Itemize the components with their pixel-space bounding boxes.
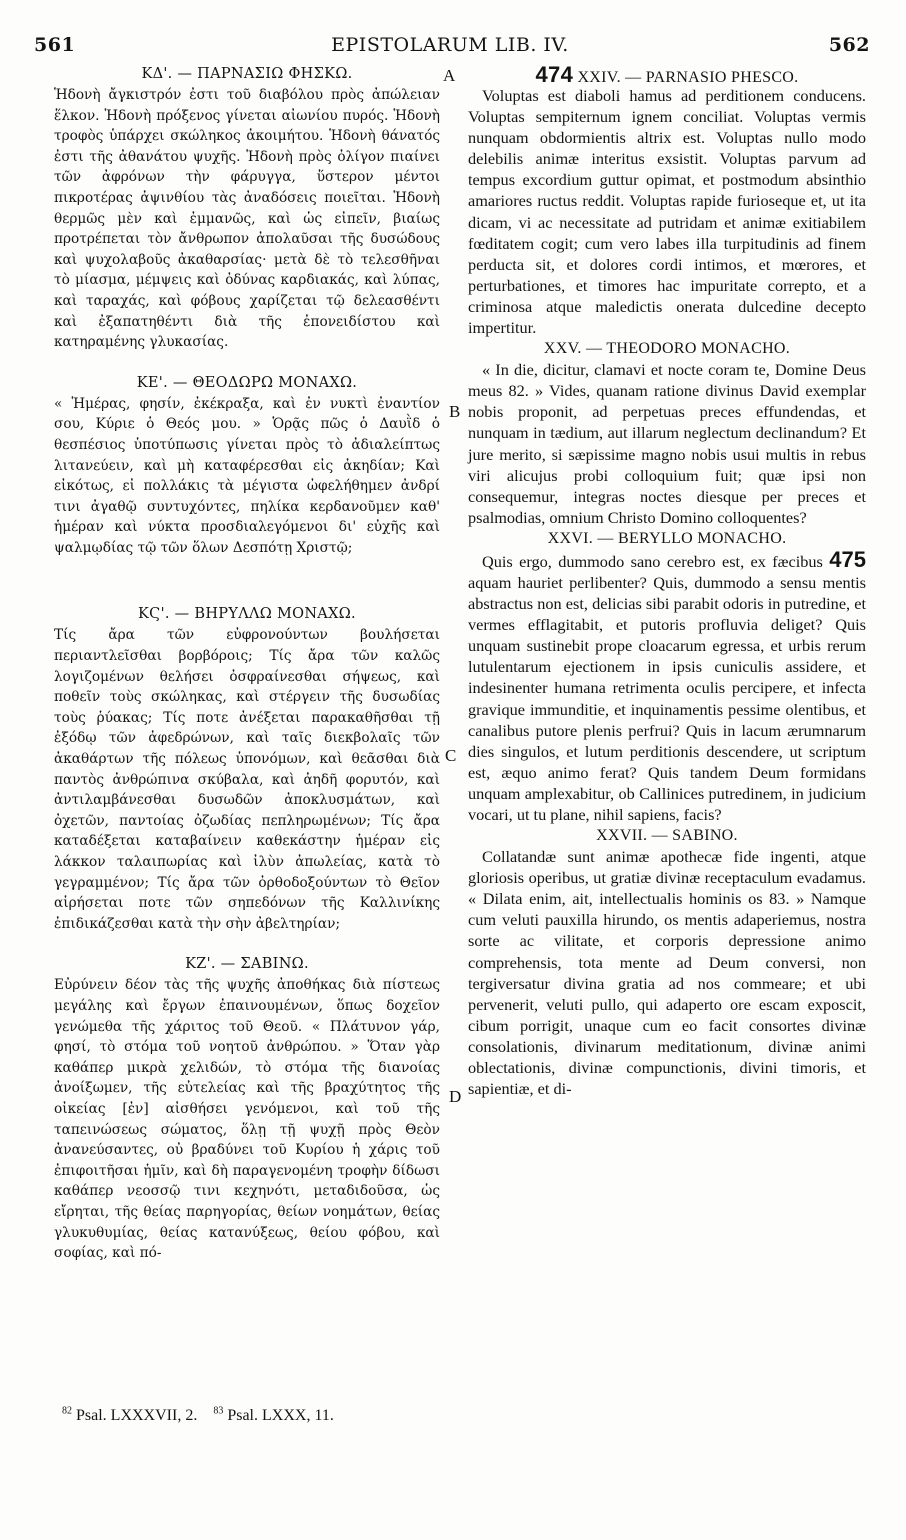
letter-title: XXVII. — SABINO. (596, 827, 738, 845)
margin-marker-c: C (445, 746, 457, 765)
letter-body-start: Quis ergo, dummodo sano cerebro est, ex fæcibus (482, 551, 823, 571)
greek-letter-24 (54, 64, 440, 353)
letter-body: Collatandæ sunt animæ apothecæ fide ingenti, atque gloriosis operibus, ut gratiæ divinæ receptaculum evadamus. « Dilata enim, ait, intellectualis hominis os 83. » Namque cum veluti pauxilla hirundo, os mentis adaperiemus, nostra sorte ac vilitate, et corporis depressione animo comprehensis, tota mente ad Deum conversi, non tergiversatur divina gratia ad nos commeare; et ubi pervenerit, veluti pullo, qui adaperto ore escam exposcit, cibum porrigit, unaque cum eo facit consortes divinæ consolationis, divinarum meditationum, divinæ animi oblectationis, divinæ compunctionis, divini timoris, et sapientiæ, et di- (468, 847, 866, 1099)
page-number-left: 561 (34, 34, 76, 56)
running-title: EPISTOLARUM LIB. IV. (331, 34, 569, 56)
letter-body: Τίς ἄρα τῶν εὐφρονούντων βουλήσεται περιαντλεῖσθαι βορβόροις; Τίς ἄρα τῶν καλῶς λογιζομένων θελήσει ὀσφραίνεσθαι σήψεως, καὶ ποθεῖν τοὺς σκώληκας, καὶ στέργειν τῆς δυσωδίας τοὺς ῥύακας; Τίς ποτε ἀνέξεται παρακαθῆσθαι τῇ ἐξόδῳ τῶν ἀφεδρώνων, καὶ ταῖς διεκβολαῖς τῶν ἀκαθάρτων τῆς πόλεως ὑπονόμων, καὶ θεᾶσθαι διὰ παντὸς ἀνθρώπινα σκύβαλα, καὶ ἀηδῆ φορυτόν, καὶ ἀντιλαμβάνεσθαι δυσωδῶν ἀποκλυσμάτων, καὶ ὀχετῶν, παντοίας ὀζωδίας πεπληρωμένων; Τίς ἄρα καταδέξεται καταβαίνειν καθεκάστην ἡμέραν εἰς λάκκον ταλαιπωρίας καὶ ἰλὺν ἀπωλείας, κατὰ τὸ γεγραμμένον; Τίς ἄρα τῶν ὀρθοδοξούντων τὸ Θεῖον αἱρήσεται ποτε τῶν σηπεδόνων τῆς Καλλινίκης ἐπιδικάζεσθαι κατὰ τὴν σὴν ἀβελτηρίαν; (54, 627, 440, 932)
column-number: 475 (829, 546, 866, 572)
letter-body: Ἡδονὴ ἄγκιστρόν ἐστι τοῦ διαβόλου πρὸς ἀπώλειαν ἕλκον. Ἡδονὴ πρόξενος γίνεται αἰωνίου πυρός. Ἡδονὴ τροφὸς ὑπάρχει σκώληκος ἀκοιμήτου. Ἡδονὴ θάνατός ἐστι τῆς ἀθανάτου ψυχῆς. Ἡδονὴ πρὸς ὀλίγον πιαίνει τῶν ἀφρόνων τὴν φάρυγγα, ὕστερον μέντοι πικροτέρας ἀψινθίου τὰς ἀναδόσεις ποιεῖται. Ἡδονὴ θερμῶς μὲν καὶ ἐμμανῶς, καὶ ὡς εἰπεῖν, βιαίως προτρέπεται τὸν ἄνθρωπον ἀπολαῦσαι τῆς δυσώδους καὶ ψυχολαβοῦς ἀκαθαρσίας· μετὰ δὲ τὸ τελεσθῆναι τὸ μίασμα, μέμψεις καὶ ὀδύνας καρδιακάς, καὶ λύπας, καὶ ταραχάς, καὶ φόβους χαρίζεται τῷ δελεασθέντι καὶ ἐξαπατηθέντι διὰ τῆς ἐπονειδίστου καὶ κατηραμένης γλυκασίας. (54, 87, 440, 351)
greek-letter-25 (54, 373, 440, 559)
margin-marker-a: A (443, 66, 456, 85)
letter-title: ΚϚ'. — ΒΗΡΥΛΛΩ ΜΟΝΑΧΩ. (138, 606, 356, 623)
latin-letter-27 (468, 825, 866, 1099)
letter-body-rest: aquam hauriet perlibenter? Quis, dummodo a sensu mentis abstractus non est, delicias sibi parabit odoris in putredine, et vermes efflagitabit, et putoris profluvia deliget? Quis unquam sustinebit prope cloacarum egressa, et urbis rerum lutulentarum ejectionem in ipsis cuniculis assidere, et indesinenter humana retrimenta oculis percipere, et infecta gravique immunditie, et inquinamentis pessime olentibus, et canalibus putore plenis perfrui? Quis in lacum ærumnarum dies singulos, et lutum perditionis descendere, ut scriptum est, æquo animo ferat? Quis tandem Deum formidans unquam amplexabitur, ob Callinices putredinem, in judicium vocari, ut tu plane, nihil sapiens, facis? (468, 572, 866, 824)
greek-letter-26 (54, 604, 440, 934)
letter-title: XXV. — THEODORO MONACHO. (543, 340, 791, 358)
footnotes (62, 1406, 346, 1425)
letter-title: ΚΕ'. — ΘΕΟΔΩΡΩ ΜΟΝΑΧΩ. (136, 374, 358, 391)
greek-letter-27 (54, 954, 440, 1263)
letter-body: Εὐρύνειν δέον τὰς τῆς ψυχῆς ἀποθήκας διὰ πίστεως μεγάλης καὶ ἔργων ἐπαινουμένων, ὅπως δοχεῖον γενώμεθα τῆς χάριτος τοῦ Θεοῦ. « Πλάτυνον γάρ, φησί, τὸ στόμα τοῦ νοητοῦ ἀνθρώπου. » Ὅταν γὰρ καθάπερ μικρὰ χελιδών, τὸ στόμα τῆς διανοίας ἀνοίξωμεν, τῆς εὐτελείας καὶ τῆς βραχύτητος τῆς οἰκείας [ἐν] αἰσθήσει γενόμενοι, καὶ τοῦ τῆς ταπεινώσεως σώματος, ὅλῃ τῇ ψυχῇ πρὸς Θεὸν ἀνανεύσαντες, οὐ βραδύνει τοῦ Κυρίου ἡ χάρις τοῦ ἐπιφοιτῆσαι ἡμῖν, καὶ δὴ παραγενομένη τροφὴν δίδωσι καθάπερ νεοσσῷ τινι κεχηνότι, μεταδιδοῦσα, ὡς εἴρηται, τῆς θείας παρηγορίας, θείων νοημάτων, θείας γλυκυθυμίας, θείας κατανύξεως, θείου φόβου, καὶ σοφίας, καὶ πό- (54, 977, 440, 1262)
letter-title (468, 64, 866, 85)
greek-column (54, 64, 440, 1264)
letter-body: Voluptas est diaboli hamus ad perditionem conducens. Voluptas sempiternum ignem conciliat. Voluptas vermis nunquam obdormientis altrix est. Voluptas nullo modo delebilis animæ interitus exsistit. Voluptas parvum ad tempus excordium guttur opimat, et postmodum absinthio amariores ructus reddit. Voluptas rapide furioseque et, ut ita dicam, vi ac necessitate ad putridam et animæ exitiabilem fœditatem cogit; cum vero labes illa turpitudinis ad finem perducta sit, et dolores cordi intimos, et mœrores, et perturbationes, et timores hac impuritate correpto, et a criminosa atque maledictis onerata dulcedine decepto impertitur. (468, 86, 866, 338)
margin-marker-d: D (449, 1087, 462, 1106)
latin-letter-24 (468, 64, 866, 338)
letter-title: ΚΔ'. — ΠΑΡΝΑΣΙΩ ΦΗΣΚΩ. (141, 66, 353, 82)
footnote: $^{83}$ Psal. LXXX, 11. (213, 1406, 334, 1425)
latin-letter-26 (468, 528, 866, 825)
letter-title: ΚΖ'. — ΣΑΒΙΝΩ. (185, 956, 309, 973)
letter-body: « Ἡμέρας, φησίν, ἐκέκραξα, καὶ ἐν νυκτὶ ἐναντίον σου, Κύριε ὁ Θεός μου. » Ὁρᾷς πῶς ὁ Δαυῒδ ὁ θεσπέσιος ὑποτύπωσις γίνεται πρὸς τὸ ἀδιαλείπτως λιτανεύειν, καὶ μὴ καταφέρεσθαι εἰς ἀκηδίαν; Καὶ εἰκότως, εἰ πολλάκις τὰ μέγιστα ὠφελήθημεν ἀνδρί τινι ἀγαθῷ συντυχόντες, πηλίκα κερδανοῦμεν καθ' ἡμέραν καὶ νύκτα προσδιαλεγόμενοι δι' εὐχῆς καὶ ψαλμῳδίας τῷ τῶν ὅλων Δεσπότῃ Χριστῷ; (54, 395, 440, 556)
latin-letter-25 (468, 338, 866, 528)
column-number: 474 (535, 62, 574, 87)
footnote: $^{82}$ Psal. LXXXVII, 2. (62, 1406, 198, 1425)
letter-body: « In die, dicitur, clamavi et nocte coram te, Domine Deus meus 82. » Vides, quanam ratione divinus David exemplar nobis proponit, ad perpetuas preces effundendas, et nunquam in tædium, aut illarum neglectum declinandum? Et jure merito, si sæpissime magno nobis usui multis in rebus viri alicujus probi colloquium fuit; quæ ipsi non consequemur, integras noctes diesque per preces et psalmodias, omnium Christo Domino colloquentes? (468, 360, 866, 527)
letter-title: XXVI. — BERYLLO MONACHO. (547, 529, 787, 547)
page-number-right: 562 (828, 34, 870, 56)
margin-marker-b: B (449, 402, 461, 421)
letter-title-text: XXIV. — PARNASIO PHESCO. (577, 69, 799, 86)
latin-column (468, 64, 866, 1099)
running-header (30, 34, 870, 62)
letter-body (468, 546, 866, 825)
